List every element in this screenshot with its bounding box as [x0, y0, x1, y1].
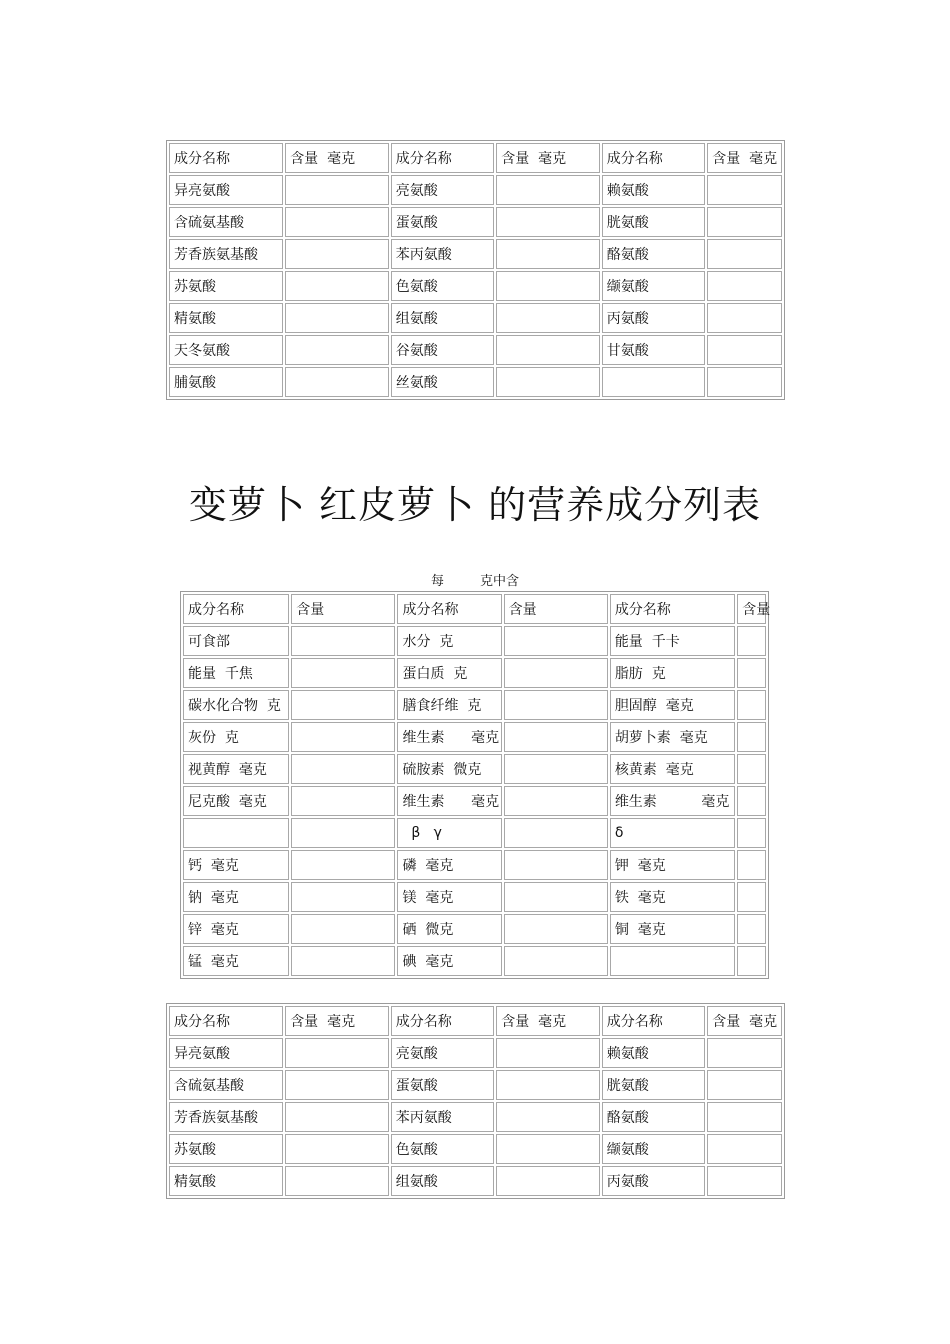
- ingredient-name-cell: 铜 毫克: [610, 914, 735, 944]
- nutrition-table: [180, 591, 769, 979]
- header-amount-cell: 含量: [737, 594, 766, 624]
- ingredient-name-cell: 缬氨酸: [602, 271, 706, 301]
- header-amount-cell: 含量 毫克: [285, 1006, 389, 1036]
- page-title: 变萝卜 红皮萝卜 的营养成分列表: [188, 483, 762, 527]
- amount-cell: [496, 335, 600, 365]
- table-row: [183, 626, 766, 656]
- ingredient-name-cell: 胡萝卜素 毫克: [610, 722, 735, 752]
- ingredient-name-cell: 芳香族氨基酸: [169, 1102, 283, 1132]
- amount-cell: [496, 1134, 600, 1164]
- amount-cell: [707, 1038, 782, 1068]
- amount-cell: [285, 335, 389, 365]
- table-row: [183, 690, 766, 720]
- header-amount-cell: 含量 毫克: [285, 143, 389, 173]
- ingredient-name-cell: 膳食纤维 克: [397, 690, 501, 720]
- amount-cell: [707, 175, 782, 205]
- amount-cell: [707, 367, 782, 397]
- ingredient-name-cell: 能量 千焦: [183, 658, 289, 688]
- amount-cell: [504, 850, 608, 880]
- ingredient-name-cell: 维生素 毫克: [397, 722, 501, 752]
- header-name-cell: 成分名称: [169, 1006, 283, 1036]
- amount-cell: [285, 1134, 389, 1164]
- ingredient-name-cell: 色氨酸: [391, 1134, 495, 1164]
- ingredient-name-cell: 磷 毫克: [397, 850, 501, 880]
- amount-cell: [285, 1070, 389, 1100]
- amount-cell: [707, 1134, 782, 1164]
- ingredient-name-cell: 丙氨酸: [602, 1166, 706, 1196]
- ingredient-name-cell: 苏氨酸: [169, 1134, 283, 1164]
- table-row: [183, 786, 766, 816]
- amount-cell: [504, 722, 608, 752]
- table-header-row: [183, 594, 766, 624]
- table-row: [169, 1038, 782, 1068]
- amount-cell: [504, 818, 608, 848]
- ingredient-name-cell: 蛋氨酸: [391, 1070, 495, 1100]
- table-row: [169, 271, 782, 301]
- header-amount-cell: 含量: [504, 594, 608, 624]
- ingredient-name-cell: 锰 毫克: [183, 946, 289, 976]
- header-name-cell: 成分名称: [391, 1006, 495, 1036]
- amount-cell: [291, 626, 395, 656]
- header-name-cell: 成分名称: [183, 594, 289, 624]
- amount-cell: [707, 239, 782, 269]
- amount-cell: [496, 207, 600, 237]
- ingredient-name-cell: 组氨酸: [391, 1166, 495, 1196]
- amount-cell: [504, 882, 608, 912]
- ingredient-name-cell: 脯氨酸: [169, 367, 283, 397]
- amount-cell: [504, 786, 608, 816]
- table-row: [169, 1166, 782, 1196]
- header-name-cell: 成分名称: [391, 143, 495, 173]
- amount-cell: [737, 658, 766, 688]
- header-name-cell: 成分名称: [169, 143, 283, 173]
- ingredient-name-cell: 胱氨酸: [602, 207, 706, 237]
- ingredient-name-cell: 镁 毫克: [397, 882, 501, 912]
- amount-cell: [504, 658, 608, 688]
- ingredient-name-cell: 可食部: [183, 626, 289, 656]
- amount-cell: [504, 914, 608, 944]
- amount-cell: [707, 303, 782, 333]
- ingredient-name-cell: 能量 千卡: [610, 626, 735, 656]
- ingredient-name-cell: 视黄醇 毫克: [183, 754, 289, 784]
- table-row: [169, 367, 782, 397]
- amount-cell: [291, 850, 395, 880]
- ingredient-name-cell: 铁 毫克: [610, 882, 735, 912]
- header-name-cell: 成分名称: [602, 143, 706, 173]
- amount-cell: [737, 722, 766, 752]
- header-amount-cell: 含量 毫克: [496, 1006, 600, 1036]
- ingredient-name-cell: [602, 367, 706, 397]
- header-name-cell: 成分名称: [602, 1006, 706, 1036]
- amount-cell: [291, 786, 395, 816]
- ingredient-name-cell: [183, 818, 289, 848]
- table-row: [183, 658, 766, 688]
- amount-cell: [496, 175, 600, 205]
- amount-cell: [737, 818, 766, 848]
- ingredient-name-cell: 丙氨酸: [602, 303, 706, 333]
- amount-cell: [285, 207, 389, 237]
- table-row: [183, 754, 766, 784]
- table-row: [169, 335, 782, 365]
- ingredient-name-cell: 锌 毫克: [183, 914, 289, 944]
- amount-cell: [291, 882, 395, 912]
- ingredient-name-cell: 钠 毫克: [183, 882, 289, 912]
- ingredient-name-cell: 缬氨酸: [602, 1134, 706, 1164]
- table-row: [183, 722, 766, 752]
- amino-acid-table-top: [166, 140, 785, 400]
- amino-acid-table-bottom: [166, 1003, 785, 1199]
- ingredient-name-cell: 核黄素 毫克: [610, 754, 735, 784]
- amount-cell: [737, 850, 766, 880]
- ingredient-name-cell: 脂肪 克: [610, 658, 735, 688]
- ingredient-name-cell: 芳香族氨基酸: [169, 239, 283, 269]
- per-unit-prefix: 每: [430, 574, 444, 589]
- table-row: [183, 914, 766, 944]
- amount-cell: [504, 946, 608, 976]
- header-amount-cell: 含量 毫克: [707, 143, 782, 173]
- ingredient-name-cell: [610, 946, 735, 976]
- ingredient-name-cell: 酪氨酸: [602, 239, 706, 269]
- ingredient-name-cell: 酪氨酸: [602, 1102, 706, 1132]
- amount-cell: [496, 1102, 600, 1132]
- per-unit-note: [0, 570, 950, 589]
- table-row: [183, 882, 766, 912]
- table-row: [169, 175, 782, 205]
- amount-cell: [504, 754, 608, 784]
- amount-cell: [737, 754, 766, 784]
- ingredient-name-cell: 蛋氨酸: [391, 207, 495, 237]
- amount-cell: [496, 1070, 600, 1100]
- ingredient-name-cell: 精氨酸: [169, 303, 283, 333]
- ingredient-name-cell: 苏氨酸: [169, 271, 283, 301]
- amount-cell: [291, 754, 395, 784]
- ingredient-name-cell: 精氨酸: [169, 1166, 283, 1196]
- ingredient-name-cell: 亮氨酸: [391, 1038, 495, 1068]
- amount-cell: [291, 722, 395, 752]
- ingredient-name-cell: 含硫氨基酸: [169, 207, 283, 237]
- ingredient-name-cell: 异亮氨酸: [169, 1038, 283, 1068]
- amount-cell: [496, 1166, 600, 1196]
- amount-cell: [291, 946, 395, 976]
- amount-cell: [285, 1038, 389, 1068]
- table-header-row: [169, 143, 782, 173]
- amount-cell: [504, 626, 608, 656]
- ingredient-name-cell: 组氨酸: [391, 303, 495, 333]
- amount-cell: [737, 626, 766, 656]
- amount-cell: [737, 914, 766, 944]
- ingredient-name-cell: 胱氨酸: [602, 1070, 706, 1100]
- ingredient-name-cell: 赖氨酸: [602, 1038, 706, 1068]
- ingredient-name-cell: 赖氨酸: [602, 175, 706, 205]
- amount-cell: [285, 175, 389, 205]
- ingredient-name-cell: 硒 微克: [397, 914, 501, 944]
- amount-cell: [504, 690, 608, 720]
- amount-cell: [285, 239, 389, 269]
- amount-cell: [285, 367, 389, 397]
- amount-cell: [291, 914, 395, 944]
- ingredient-name-cell: 苯丙氨酸: [391, 1102, 495, 1132]
- header-amount-cell: 含量 毫克: [707, 1006, 782, 1036]
- amount-cell: [737, 786, 766, 816]
- ingredient-name-cell: δ: [610, 818, 735, 848]
- amount-cell: [285, 1102, 389, 1132]
- table-row: [169, 1102, 782, 1132]
- table-row: [169, 1134, 782, 1164]
- amount-cell: [496, 271, 600, 301]
- table-row: [169, 207, 782, 237]
- ingredient-name-cell: 尼克酸 毫克: [183, 786, 289, 816]
- ingredient-name-cell: 苯丙氨酸: [391, 239, 495, 269]
- amount-cell: [707, 1166, 782, 1196]
- table-row: [169, 303, 782, 333]
- ingredient-name-cell: 碘 毫克: [397, 946, 501, 976]
- ingredient-name-cell: 天冬氨酸: [169, 335, 283, 365]
- amount-cell: [291, 690, 395, 720]
- ingredient-name-cell: 蛋白质 克: [397, 658, 501, 688]
- table-row: [169, 1070, 782, 1100]
- ingredient-name-cell: 胆固醇 毫克: [610, 690, 735, 720]
- ingredient-name-cell: 钙 毫克: [183, 850, 289, 880]
- per-unit-suffix: 克中含: [480, 574, 520, 589]
- amount-cell: [496, 1038, 600, 1068]
- amount-cell: [285, 303, 389, 333]
- amount-cell: [707, 1102, 782, 1132]
- amount-cell: [737, 690, 766, 720]
- amount-cell: [737, 946, 766, 976]
- ingredient-name-cell: β γ: [397, 818, 501, 848]
- ingredient-name-cell: 维生素 毫克: [397, 786, 501, 816]
- amount-cell: [707, 207, 782, 237]
- ingredient-name-cell: 含硫氨基酸: [169, 1070, 283, 1100]
- amount-cell: [496, 239, 600, 269]
- ingredient-name-cell: 灰份 克: [183, 722, 289, 752]
- ingredient-name-cell: 丝氨酸: [391, 367, 495, 397]
- table-row: [183, 818, 766, 848]
- amount-cell: [496, 303, 600, 333]
- ingredient-name-cell: 谷氨酸: [391, 335, 495, 365]
- ingredient-name-cell: 色氨酸: [391, 271, 495, 301]
- ingredient-name-cell: 钾 毫克: [610, 850, 735, 880]
- amount-cell: [707, 335, 782, 365]
- table-row: [183, 850, 766, 880]
- ingredient-name-cell: 亮氨酸: [391, 175, 495, 205]
- header-amount-cell: 含量 毫克: [496, 143, 600, 173]
- header-amount-cell: 含量: [291, 594, 395, 624]
- table-row: [183, 946, 766, 976]
- ingredient-name-cell: 水分 克: [397, 626, 501, 656]
- amount-cell: [737, 882, 766, 912]
- header-name-cell: 成分名称: [397, 594, 501, 624]
- table-header-row: [169, 1006, 782, 1036]
- amount-cell: [285, 271, 389, 301]
- amount-cell: [291, 658, 395, 688]
- table-row: [169, 239, 782, 269]
- amount-cell: [496, 367, 600, 397]
- amount-cell: [707, 1070, 782, 1100]
- ingredient-name-cell: 硫胺素 微克: [397, 754, 501, 784]
- header-name-cell: 成分名称: [610, 594, 735, 624]
- ingredient-name-cell: 碳水化合物 克: [183, 690, 289, 720]
- amount-cell: [707, 271, 782, 301]
- amount-cell: [285, 1166, 389, 1196]
- ingredient-name-cell: 维生素 毫克: [610, 786, 735, 816]
- ingredient-name-cell: 甘氨酸: [602, 335, 706, 365]
- ingredient-name-cell: 异亮氨酸: [169, 175, 283, 205]
- amount-cell: [291, 818, 395, 848]
